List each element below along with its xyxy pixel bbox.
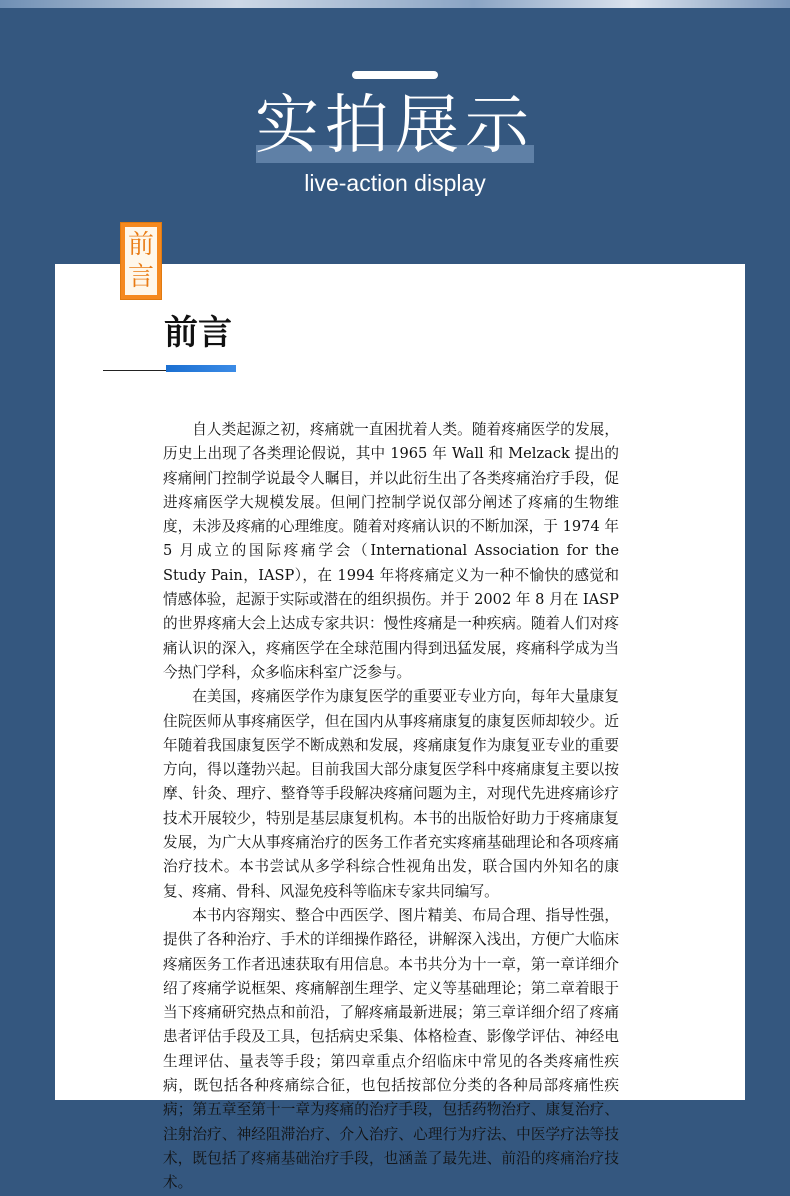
preface-body (163, 418, 619, 1196)
heading-underline (103, 370, 166, 371)
paragraph-1: 自人类起源之初，疼痛就一直困扰着人类。随着疼痛医学的发展，历史上出现了各类理论假说，其中 1965 年 Wall 和 Melzack 提出的疼痛闸门控制学说最令人瞩目，并以此衍生出了各类疼痛治疗手段，促进疼痛医学大规模发展。但闸门控制学说仅部分阐述了疼痛的生物维度，未涉及疼痛的心理维度。随着对疼痛认识的不断加深，于 1974 年 5 月成立的国际疼痛学会（International Association for the Study Pain，IASP），在 1994 年将疼痛定义为一种不愉快的感觉和情感体验，起源于实际或潜在的组织损伤。并于 2002 年 8 月在 IASP 的世界疼痛大会上达成专家共识：慢性疼痛是一种疾病。随着人们对疼痛认识的深入，疼痛医学在全球范围内得到迅猛发展，疼痛科学成为当今热门学科，众多临床科室广泛参与。 (163, 421, 619, 681)
header-subtitle: live-action display (304, 170, 486, 196)
paragraph-2: 在美国，疼痛医学作为康复医学的重要亚专业方向，每年大量康复住院医师从事疼痛医学，但在国内从事疼痛康复的康复医师却较少。近年随着我国康复医学不断成熟和发展，疼痛康复作为康复亚专业的重要方向，得以蓬勃兴起。目前我国大部分康复医学科中疼痛康复主要以按摩、针灸、理疗、整脊等手段解决疼痛问题为主，对现代先进疼痛诊疗技术开展较少，特别是基层康复机构。本书的出版恰好助力于疼痛康复发展，为广大从事疼痛治疗的医务工作者充实疼痛基础理论和各项疼痛治疗技术。本书尝试从多学科综合性视角出发，联合国内外知名的康复、疼痛、骨科、风湿免疫科等临床专家共同编写。 (163, 688, 619, 900)
header-accent-bar (352, 71, 438, 79)
top-decorative-strip (0, 0, 790, 8)
section-tag (120, 222, 162, 300)
section-tag-label (125, 227, 157, 295)
section-tag-char-1: 前 (127, 230, 154, 260)
page-heading: 前言 (164, 313, 232, 353)
paragraph-3: 本书内容翔实、整合中西医学、图片精美、布局合理、指导性强，提供了各种治疗、手术的详细操作路径，讲解深入浅出，方便广大临床疼痛医务工作者迅速获取有用信息。本书共分为十一章，第一章详细介绍了疼痛学说框架、疼痛解剖生理学、定义等基础理论；第二章着眼于当下疼痛研究热点和前沿，了解疼痛最新进展；第三章详细介绍了疼痛患者评估手段及工具，包括病史采集、体格检查、影像学评估、神经电生理评估、量表等手段；第四章重点介绍临床中常见的各类疼痛性疾病，既包括各种疼痛综合征，也包括按部位分类的各种局部疼痛性疾病；第五章至第十一章为疼痛的治疗手段，包括药物治疗、康复治疗、注射治疗、神经阻滞治疗、介入治疗、心理行为疗法、中医学疗法等技术，既包括了疼痛基础治疗手段，也涵盖了最先进、前沿的疼痛治疗技术。 (163, 906, 619, 1192)
section-tag-char-2: 言 (127, 262, 154, 292)
heading-accent-bar (166, 365, 236, 372)
header-title: 实拍展示 (255, 89, 535, 163)
